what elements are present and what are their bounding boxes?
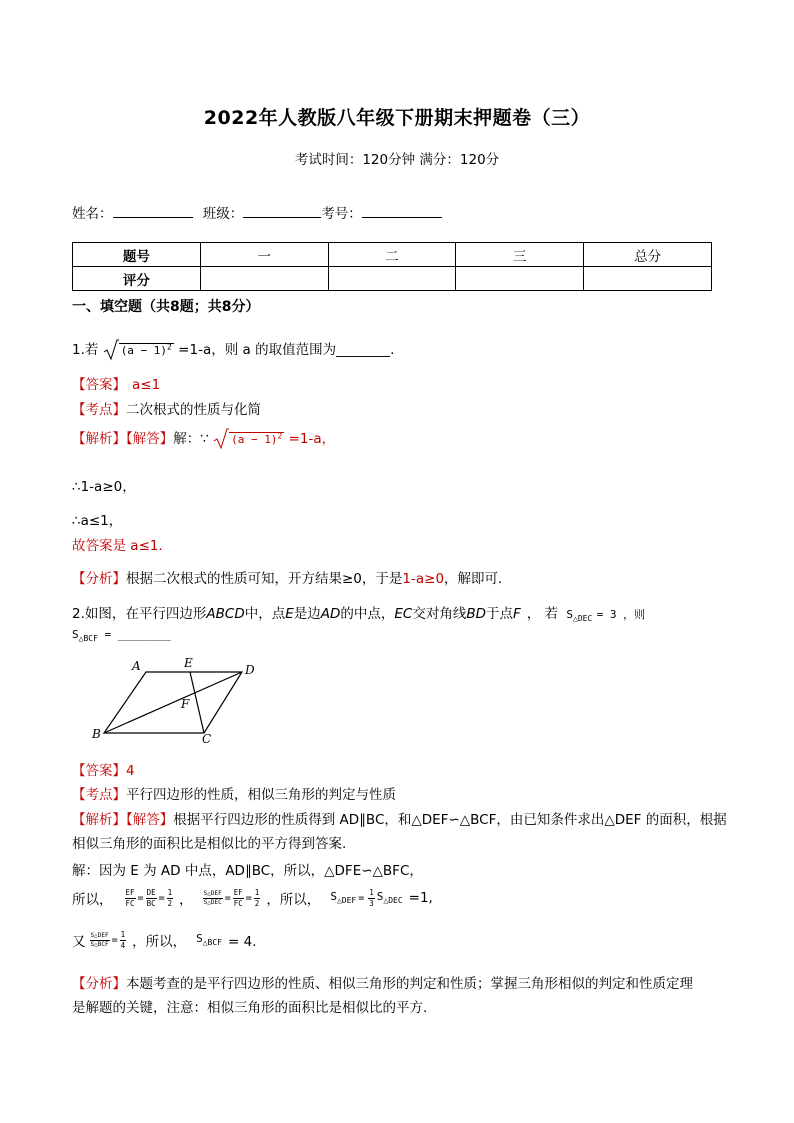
fenxi-label: 【分析】 — [72, 571, 126, 587]
student-info-row — [72, 202, 442, 222]
q2-var: ABCD — [206, 606, 245, 622]
q2-area-sub: △DEC — [383, 896, 403, 906]
score-cell[interactable] — [456, 267, 584, 291]
q2-area-sub: △BCF — [78, 634, 98, 644]
sqrt-expression — [213, 428, 284, 450]
label-a: A — [132, 659, 141, 673]
q2-area-symbol: S — [376, 890, 384, 904]
q2-fenxi-cont: 是解题的关键，注意：相似三角形的面积比是相似比的平方. — [72, 1000, 428, 1016]
q1-step: ∴1-a≥0， — [72, 479, 136, 495]
score-table-header-row — [73, 243, 712, 267]
section-heading: 一、填空题（共8题；共8分） — [72, 299, 260, 315]
answer-value: 4 — [126, 763, 135, 779]
q2-area-symbol: S — [330, 890, 337, 904]
q2-var: EC — [394, 606, 413, 622]
frac-den: 4 — [120, 940, 126, 950]
q2-text: 所以， — [72, 892, 113, 908]
frac-num: EF — [125, 888, 135, 897]
question-2-stem — [72, 602, 645, 623]
q1-exponent: 2 — [277, 431, 283, 441]
frac-den: BC — [146, 898, 156, 908]
question-2-blank — [72, 628, 171, 643]
score-table-score-row — [73, 267, 712, 291]
score-table-header-label: 题号 — [73, 243, 201, 267]
frac-num: 1 — [120, 930, 126, 939]
score-table-row-label: 评分 — [73, 267, 201, 291]
name-label: 姓名： — [72, 206, 113, 222]
question-1-stem — [72, 338, 394, 361]
q1-analysis — [72, 427, 335, 450]
score-cell[interactable] — [200, 267, 328, 291]
frac-den: S△DEC — [203, 898, 222, 906]
frac-num: S△DEF — [90, 931, 109, 939]
frac-den: 2 — [167, 898, 173, 908]
q2-text: ，所以， — [132, 934, 187, 950]
name-field[interactable] — [113, 204, 193, 218]
fenxi-red: 1-a≥0 — [402, 571, 445, 587]
q2-text: ， 若 — [526, 606, 559, 622]
radical-sign-icon — [103, 339, 119, 361]
q1-fenxi — [72, 567, 512, 587]
q2-area-symbol: S — [72, 628, 79, 641]
point-label: 【考点】 — [72, 402, 126, 418]
q2-solution-line: 解：因为 E 为 AD 中点，AD∥BC，所以，△DFE∽△BFC， — [72, 863, 423, 879]
frac-den: FC — [233, 898, 243, 908]
q2-var: E — [285, 606, 294, 622]
frac-den: S△BCF — [90, 940, 109, 948]
q1-stem-end: =1-a，则 a 的取值范围为________. — [178, 342, 395, 358]
q2-var: F — [513, 606, 521, 622]
answer-label: 【答案】 — [72, 377, 126, 393]
number-field[interactable] — [362, 204, 442, 218]
q2-text: 交对角线 — [412, 606, 467, 622]
page-title: 2022年人教版八年级下册期末押题卷（三） — [203, 107, 591, 129]
point-label: 【考点】 — [72, 787, 126, 803]
q2-solution-fractions: 所以， $\frac{EF}{FC}$ = $\frac{DE}{BC}$ = $\frac{1}{2}$ ， $\frac{\text{S△DEF}}{\text{S△DEC}}$ = $\frac{EF}{FC}$ = $\frac{1}{2}$ ，所以， $S_{\triangle DEF}$ = $\frac{1}{3}$ $S_{\triangle DEC}$ =1, — [72, 888, 433, 908]
frac-num: S△DEF — [203, 889, 222, 897]
q2-var: AD — [320, 606, 341, 622]
analysis-after: =1-a， — [288, 431, 336, 447]
analysis-label: 【解析】【解答】 — [72, 431, 174, 447]
exam-info: 考试时间：120分钟 满分：120分 — [294, 152, 500, 168]
q2-analysis — [72, 808, 727, 828]
label-b: B — [92, 727, 101, 741]
q2-answer — [72, 759, 135, 779]
analysis-text: 根据平行四边形的性质得到 AD∥BC，和△DEF∽△BCF，由已知条件求出△DEF 的面积，根据 — [173, 812, 727, 828]
fenxi-end: ，解即可． — [444, 571, 512, 587]
q2-area-sub: △DEC — [573, 614, 593, 624]
analysis-start: 解：∵ — [173, 431, 209, 447]
label-d: D — [245, 663, 255, 677]
label-f: F — [181, 697, 190, 711]
q1-prefix: 1.若 — [72, 342, 99, 358]
q2-var: BD — [466, 606, 487, 622]
q1-point — [72, 398, 261, 418]
class-field[interactable] — [243, 204, 321, 218]
fenxi-text: 本题考查的是平行四边形的性质、相似三角形的判定和性质；掌握三角形相似的判定和性质定理 — [126, 976, 693, 992]
q2-point — [72, 783, 396, 803]
sqrt-expression — [103, 339, 174, 361]
score-table-column: 二 — [328, 243, 456, 267]
point-value: 平行四边形的性质，相似三角形的判定与性质 — [126, 787, 396, 803]
q2-text: =1, — [408, 890, 433, 906]
point-value: 二次根式的性质与化简 — [126, 402, 261, 418]
frac-den: FC — [125, 898, 135, 908]
answer-label: 【答案】 — [72, 763, 126, 779]
fenxi-text: 根据二次根式的性质可知，开方结果≥0，于是 — [126, 571, 403, 587]
score-cell[interactable] — [584, 267, 712, 291]
answer-value: a≤1 — [132, 377, 161, 393]
parallelogram-figure — [88, 656, 268, 748]
score-table — [72, 242, 712, 291]
q1-final: 故答案是 a≤1． — [72, 538, 172, 554]
segment-ec — [190, 672, 204, 733]
analysis-label: 【解析】【解答】 — [72, 812, 174, 828]
fenxi-label: 【分析】 — [72, 976, 126, 992]
radical-sign-icon — [213, 428, 229, 450]
frac-num: EF — [233, 888, 243, 897]
label-c: C — [202, 732, 212, 746]
frac-den: 2 — [254, 898, 260, 908]
q2-text: 于点 — [486, 606, 514, 622]
frac-num: 1 — [369, 888, 374, 897]
score-table-column: 总分 — [584, 243, 712, 267]
q2-area-sub: △DEF — [336, 896, 357, 906]
q2-text: 中，点 — [244, 606, 286, 622]
q1-radicand: (a − 1) — [120, 344, 168, 357]
q1-step — [72, 534, 172, 554]
q2-text: 是边 — [293, 606, 321, 622]
class-label: 班级： — [202, 206, 244, 222]
q2-area-symbol: S — [196, 932, 203, 946]
frac-den: 3 — [369, 898, 374, 908]
q1-radicand: (a − 1) — [231, 433, 278, 446]
q2-text: 的中点， — [340, 606, 395, 622]
frac-num: 1 — [254, 888, 260, 897]
q2-analysis-cont: 相似三角形的面积比是相似比的平方得到答案. — [72, 836, 347, 852]
q2-area-symbol: S — [566, 608, 574, 621]
q2-solution-final: 又 $\frac{\text{S△DEF}}{\text{S△BCF}}$ = $\frac{1}{4}$ ，所以， $S_{\triangle BCF}$ = 4． — [72, 930, 266, 950]
number-label: 考号： — [321, 206, 362, 222]
q2-text: 2.如图，在平行四边形 — [72, 606, 207, 622]
q2-text: = — [358, 892, 365, 904]
q2-area-sub: △BCF — [202, 938, 222, 948]
q2-text: = 4． — [228, 934, 266, 950]
q2-text: 又 — [72, 934, 86, 950]
q1-answer — [72, 373, 160, 393]
score-table-column: 一 — [200, 243, 328, 267]
q1-exponent: 2 — [167, 342, 172, 352]
q1-step: ∴a≤1， — [72, 513, 123, 529]
q2-text: ，所以， — [266, 892, 321, 908]
frac-num: 1 — [167, 888, 173, 897]
score-table-column: 三 — [456, 243, 584, 267]
q2-fenxi — [72, 972, 693, 992]
score-cell[interactable] — [328, 267, 456, 291]
q2-blank[interactable]: = ________ — [104, 628, 171, 641]
q2-text: = 3 ，则 — [596, 608, 646, 621]
label-e: E — [184, 656, 193, 670]
frac-num: DE — [146, 888, 156, 897]
